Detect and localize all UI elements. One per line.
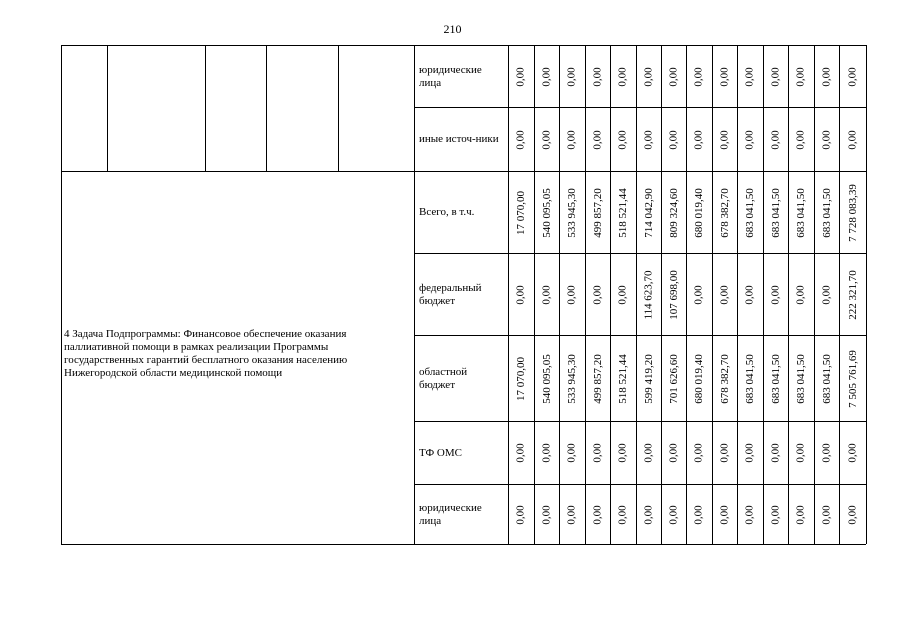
value-text: 0,00 [515,284,527,305]
value-cell [839,422,866,484]
value-text: 7 728 083,39 [846,183,859,242]
value-cell [686,485,712,544]
value-text: 0,00 [566,66,578,87]
value-text: 599 419,20 [642,353,655,404]
value-cell [534,172,559,253]
value-text: 0,00 [795,129,807,150]
value-text: 0,00 [769,129,782,150]
table-border-bottom [61,544,866,545]
value-cell [788,172,814,253]
value-text: 678 382,70 [718,353,731,404]
value-text: 683 041,50 [795,187,807,238]
value-text: 0,00 [642,129,655,150]
value-text: 0,00 [769,443,782,463]
value-text: 0,00 [846,504,859,525]
column-divider [338,45,339,171]
value-text: 683 041,50 [769,187,782,238]
value-text: 0,00 [566,284,578,305]
value-cell [559,336,585,421]
value-cell [610,336,636,421]
value-cell [585,336,610,421]
value-cell [763,336,788,421]
value-cell [686,172,712,253]
value-cell [636,485,661,544]
value-cell [610,254,636,335]
value-text: 540 095,05 [540,353,553,404]
value-text: 0,00 [769,504,782,525]
value-text: 0,00 [617,284,629,305]
value-cell [737,172,763,253]
value-cell [712,336,737,421]
value-cell [814,336,839,421]
value-cell [610,108,636,171]
row-label: юридические лица [419,63,482,89]
value-cell [534,336,559,421]
value-text: 701 626,60 [667,353,680,404]
value-text: 0,00 [820,443,833,463]
value-cell [636,108,661,171]
value-text: 0,00 [718,66,731,87]
value-cell [712,485,737,544]
value-cell [559,172,585,253]
value-cell [508,485,534,544]
value-text: 0,00 [820,504,833,525]
value-cell [559,485,585,544]
value-cell [737,422,763,484]
value-cell [636,46,661,107]
value-cell [636,172,661,253]
value-text: 683 041,50 [820,353,833,404]
value-text: 683 041,50 [769,353,782,404]
value-text: 0,00 [795,443,807,463]
value-cell [686,336,712,421]
value-cell [839,254,866,335]
value-cell [839,172,866,253]
value-cell [839,108,866,171]
value-cell [508,336,534,421]
value-text: 0,00 [744,129,756,150]
value-text: 0,00 [744,504,756,525]
value-cell [763,172,788,253]
value-text: 0,00 [591,66,604,87]
value-text: 222 321,70 [846,269,859,320]
table-border-left [61,45,62,544]
value-text: 0,00 [642,443,655,463]
value-cell [712,254,737,335]
value-text: 809 324,60 [667,187,680,238]
value-text: 0,00 [540,504,553,525]
value-cell [763,46,788,107]
value-cell [508,46,534,107]
value-text: 0,00 [846,443,859,463]
value-text: 0,00 [693,443,705,463]
value-cell [559,422,585,484]
value-text: 533 945,30 [566,187,578,238]
value-cell [686,46,712,107]
column-divider [107,45,108,171]
value-text: 0,00 [846,129,859,150]
value-cell [788,422,814,484]
value-text: 0,00 [693,66,705,87]
value-cell [712,172,737,253]
value-cell [763,485,788,544]
value-text: 0,00 [515,129,527,150]
value-cell [610,422,636,484]
value-cell [534,254,559,335]
value-cell [585,254,610,335]
value-text: 0,00 [617,66,629,87]
value-cell [585,46,610,107]
value-text: 0,00 [667,129,680,150]
value-text: 0,00 [820,66,833,87]
value-text: 0,00 [846,66,859,87]
value-text: 518 521,44 [617,353,629,404]
value-text: 714 042,90 [642,187,655,238]
row-label: Всего, в т.ч. [419,206,475,218]
value-text: 114 623,70 [642,269,655,320]
value-text: 499 857,20 [591,187,604,238]
value-text: 0,00 [617,504,629,525]
value-cell [534,485,559,544]
value-cell [839,485,866,544]
value-text: 680 019,40 [693,187,705,238]
value-cell [839,336,866,421]
value-cell [839,46,866,107]
column-divider [266,45,267,171]
column-divider [414,45,415,544]
value-text: 0,00 [540,129,553,150]
value-text: 678 382,70 [718,187,731,238]
value-cell [585,172,610,253]
value-text: 518 521,44 [617,187,629,238]
value-cell [534,108,559,171]
value-text: 0,00 [667,66,680,87]
value-cell [814,46,839,107]
value-cell [661,108,686,171]
value-text: 0,00 [795,66,807,87]
value-cell [814,172,839,253]
value-text: 499 857,20 [591,353,604,404]
value-cell [661,46,686,107]
value-text: 0,00 [591,443,604,463]
value-text: 0,00 [540,66,553,87]
value-text: 0,00 [795,284,807,305]
value-text: 0,00 [515,66,527,87]
value-text: 0,00 [718,443,731,463]
value-cell [585,108,610,171]
row-label: юридические лица [419,501,482,527]
value-text: 0,00 [617,129,629,150]
value-text: 0,00 [667,504,680,525]
value-cell [534,422,559,484]
value-cell [585,422,610,484]
value-text: 683 041,50 [795,353,807,404]
value-text: 0,00 [693,504,705,525]
value-text: 0,00 [718,504,731,525]
value-text: 0,00 [795,504,807,525]
page-number: 210 [443,22,462,36]
value-text: 0,00 [769,284,782,305]
value-cell [814,485,839,544]
value-cell [788,108,814,171]
value-cell [737,46,763,107]
row-label: ТФ ОМС [419,446,462,459]
value-cell [508,172,534,253]
value-text: 0,00 [744,66,756,87]
value-text: 0,00 [820,284,833,305]
value-cell [712,46,737,107]
table-border-right [866,45,867,544]
value-text: 107 698,00 [667,269,680,320]
value-cell [508,254,534,335]
value-text: 0,00 [642,66,655,87]
value-cell [737,485,763,544]
value-text: 683 041,50 [744,353,756,404]
value-text: 0,00 [820,129,833,150]
value-cell [763,422,788,484]
value-cell [712,108,737,171]
value-text: 0,00 [617,443,629,463]
value-text: 680 019,40 [693,353,705,404]
value-cell [661,172,686,253]
value-text: 0,00 [769,66,782,87]
value-text: 0,00 [591,504,604,525]
value-cell [559,254,585,335]
value-cell [661,422,686,484]
value-cell [661,254,686,335]
value-cell [610,485,636,544]
row-label: областной бюджет [419,365,468,391]
value-text: 0,00 [566,504,578,525]
value-cell [636,254,661,335]
value-text: 0,00 [744,284,756,305]
value-cell [814,422,839,484]
value-cell [737,254,763,335]
value-cell [763,254,788,335]
value-text: 0,00 [693,129,705,150]
value-text: 0,00 [540,284,553,305]
value-cell [788,485,814,544]
value-text: 0,00 [591,129,604,150]
value-cell [508,422,534,484]
row-label: иные источ-ники [419,133,499,145]
value-cell [508,108,534,171]
value-text: 0,00 [693,284,705,305]
value-cell [763,108,788,171]
value-cell [788,46,814,107]
value-cell [585,485,610,544]
value-cell [712,422,737,484]
value-cell [610,46,636,107]
value-cell [686,108,712,171]
value-cell [661,336,686,421]
value-cell [814,108,839,171]
value-text: 17 070,00 [515,190,527,235]
value-text: 0,00 [591,284,604,305]
value-cell [661,485,686,544]
row-label: федеральный бюджет [419,281,482,307]
value-text: 0,00 [744,443,756,463]
value-text: 17 070,00 [515,356,527,401]
value-text: 0,00 [718,284,731,305]
value-cell [559,46,585,107]
value-cell [610,172,636,253]
value-cell [788,254,814,335]
value-text: 0,00 [642,504,655,525]
value-cell [636,422,661,484]
value-text: 0,00 [515,443,527,463]
value-cell [559,108,585,171]
value-cell [737,108,763,171]
value-text: 7 505 761,69 [846,349,859,408]
value-text: 0,00 [515,504,527,525]
value-cell [814,254,839,335]
column-divider [205,45,206,171]
value-text: 683 041,50 [744,187,756,238]
value-text: 683 041,50 [820,187,833,238]
value-text: 0,00 [540,443,553,463]
value-text: 0,00 [566,443,578,463]
value-text: 0,00 [566,129,578,150]
value-cell [686,422,712,484]
task-description: 4 Задача Подпрограммы: Финансовое обеспечение оказания паллиативной помощи в рамках реализации Программы государственных гарантий бесплатного оказания населению Нижегородской области медицинской помощи [64,328,348,379]
value-cell [788,336,814,421]
value-cell [534,46,559,107]
value-text: 540 095,05 [540,187,553,238]
value-cell [636,336,661,421]
value-text: 533 945,30 [566,353,578,404]
value-text: 0,00 [667,443,680,463]
value-text: 0,00 [718,129,731,150]
value-cell [686,254,712,335]
value-cell [737,336,763,421]
